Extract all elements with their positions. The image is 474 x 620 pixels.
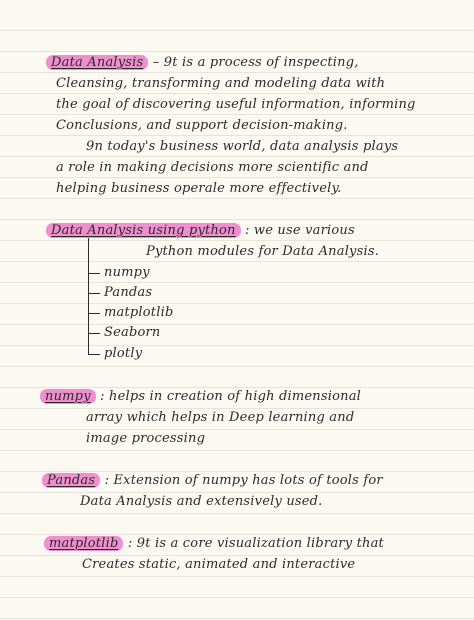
- module-tree-tick: [88, 273, 100, 274]
- section3-line2: array which helps in Deep learning and: [86, 410, 355, 425]
- data-analysis-heading: Data Analysis: [46, 55, 148, 70]
- module-tree-tick: [88, 333, 100, 334]
- section1-line1: [46, 55, 359, 71]
- numpy-heading: numpy: [40, 389, 96, 404]
- section1-line2: Cleansing, transforming and modeling data with: [56, 76, 386, 91]
- module-tree-tick: [88, 354, 100, 355]
- section2-line1: [46, 223, 355, 239]
- section1-line5: 9n today's business world, data analysis plays: [86, 139, 399, 154]
- module-item-matplotlib: matplotlib: [104, 305, 174, 320]
- module-tree-tick: [88, 293, 100, 294]
- section4-text-1: : Extension of numpy has lots of tools for: [104, 473, 383, 488]
- section2-text-1: : we use various: [244, 223, 355, 238]
- section1-line3: the goal of discovering useful information, informing: [56, 97, 416, 112]
- section2-line2: Python modules for Data Analysis.: [146, 244, 380, 259]
- module-tree-branch: [88, 238, 89, 355]
- pandas-heading: Pandas: [42, 473, 100, 488]
- module-item-seaborn: Seaborn: [104, 325, 161, 340]
- section5-line1: [44, 536, 384, 552]
- section1-line6: a role in making decisions more scientific and: [56, 160, 369, 175]
- section3-line1: [40, 389, 361, 405]
- section1-line4: Conclusions, and support decision-making.: [56, 118, 348, 133]
- module-item-plotly: plotly: [104, 346, 143, 361]
- section1-text-1: – 9t is a process of inspecting,: [152, 55, 359, 70]
- section4-line1: [42, 473, 383, 489]
- section5-line2: Creates static, animated and interactive: [82, 557, 356, 572]
- module-tree-tick: [88, 313, 100, 314]
- section5-text-1: : 9t is a core visualization library that: [127, 536, 384, 551]
- section4-line2: Data Analysis and extensively used.: [80, 494, 323, 509]
- section1-line7: helping business operale more effectively.: [56, 181, 342, 196]
- module-item-pandas: Pandas: [104, 285, 153, 300]
- module-item-numpy: numpy: [104, 265, 150, 280]
- section3-line3: image processing: [86, 431, 206, 446]
- matplotlib-heading: matplotlib: [44, 536, 123, 551]
- data-analysis-python-heading: Data Analysis using python: [46, 223, 241, 238]
- section3-text-1: : helps in creation of high dimensional: [100, 389, 362, 404]
